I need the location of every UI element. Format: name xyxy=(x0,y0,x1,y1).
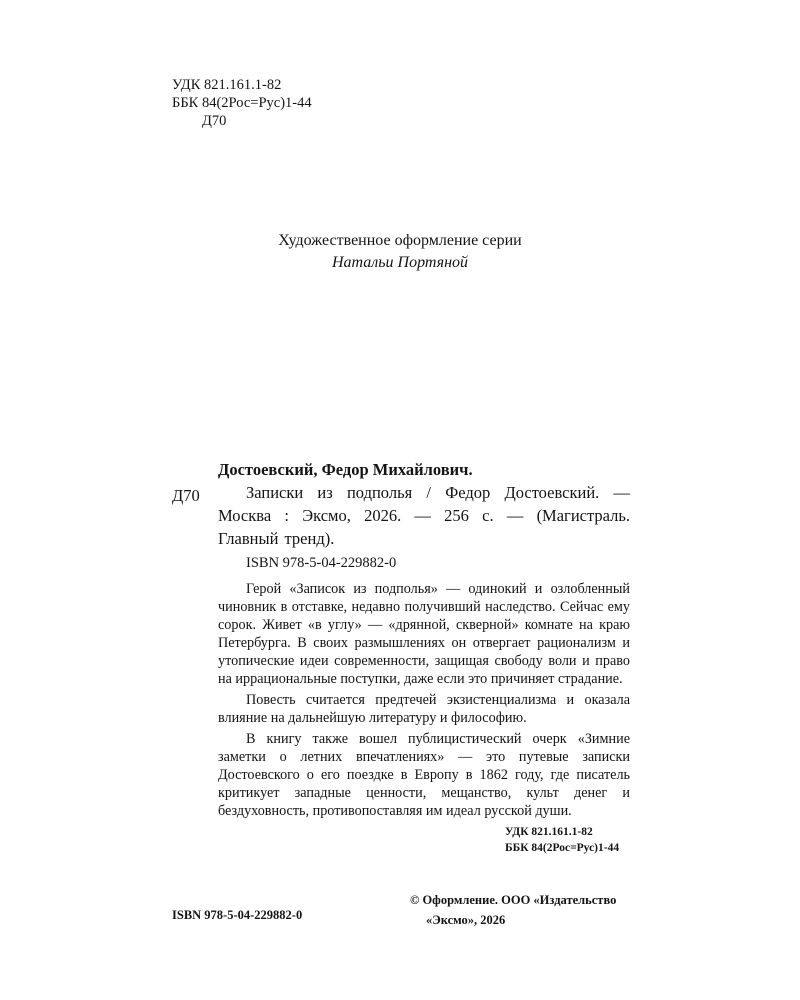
series-design-credit xyxy=(150,230,650,274)
abstract-paragraph: Повесть считается предтечей экзистенциализма и оказала влияние на дальнейшую литературу и философию. xyxy=(218,692,630,726)
bibliographic-record xyxy=(218,458,630,550)
abstract xyxy=(218,580,630,823)
isbn-footer: ISBN 978-5-04-229882-0 xyxy=(172,908,303,922)
copyright-line-1: © Оформление. ООО «Издательство xyxy=(410,893,617,907)
bibliographic-author: Достоевский, Федор Михайлович. xyxy=(218,460,473,479)
copyright-notice xyxy=(410,890,616,930)
isbn-bibliographic: ISBN 978-5-04-229882-0 xyxy=(246,555,397,571)
classification-codes-footer xyxy=(505,824,619,856)
classification-codes-top xyxy=(172,76,312,130)
bibliographic-description: Записки из подполья / Федор Достоевский. — Москва : Эксмо, 2026. — 256 с. — (Магистраль. Главный тренд). xyxy=(218,483,630,548)
author-mark: Д70 xyxy=(202,113,227,129)
abstract-paragraph: В книгу также вошел публицистический очерк «Зимние заметки о летних впечатлениях» — это путевые записки Достоевского о его поездке в Европу в 1862 году, где писатель критикует западные ценности, мещанство, культ денег и бездуховность, противопоставляя им идеал русской души. xyxy=(218,731,630,819)
udk-code-footer: УДК 821.161.1-82 xyxy=(505,826,593,838)
copyright-line-2: «Эксмо», 2026 xyxy=(426,913,506,927)
bbk-code-footer: ББК 84(2Рос=Рус)1-44 xyxy=(505,842,620,854)
bbk-code: ББК 84(2Рос=Рус)1-44 xyxy=(172,95,312,111)
bibliographic-author-mark: Д70 xyxy=(172,486,200,505)
series-design-label: Художественное оформление серии xyxy=(278,232,522,249)
series-designer-name: Натальи Портяной xyxy=(331,254,469,271)
udk-code: УДК 821.161.1-82 xyxy=(172,77,282,93)
abstract-paragraph: Герой «Записок из подполья» — одинокий и озлобленный чиновник в отставке, недавно получивший наследство. Сейчас ему сорок. Живет «в углу» — «дрянной, скверной» комнате на краю Петербурга. В своих размышлениях он отвергает рационализм и утопические идеи современности, защищая свободу воли и право на иррациональные поступки, даже если это причиняет страдание. xyxy=(218,581,630,687)
